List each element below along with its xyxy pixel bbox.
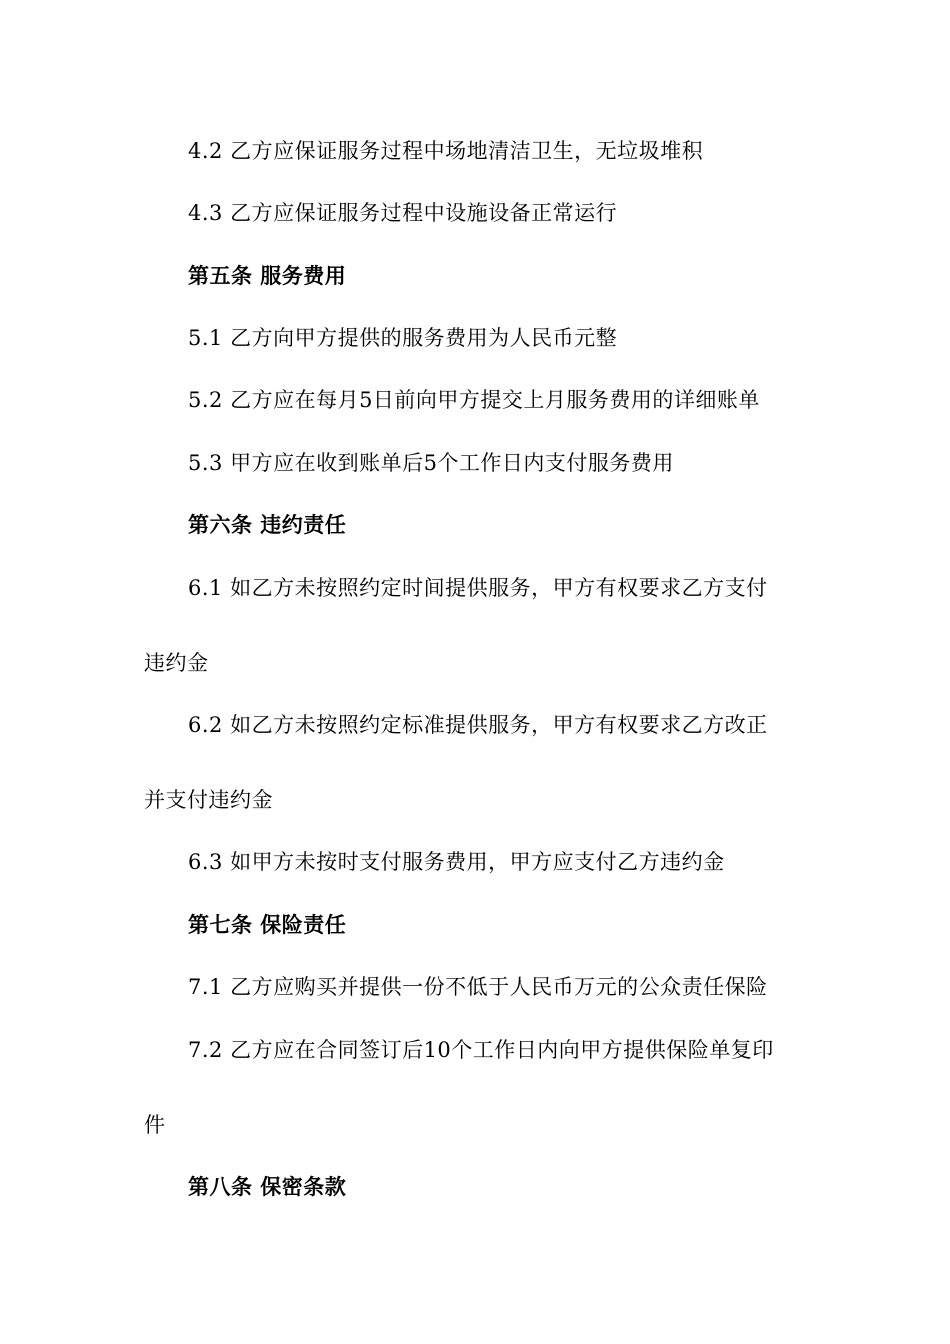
article-8-heading: 第八条 保密条款	[188, 1175, 347, 1199]
clause-6-1: 6.1 如乙方未按照约定时间提供服务，甲方有权要求乙方支付	[188, 576, 768, 600]
clause-6-2: 6.2 如乙方未按照约定标准提供服务，甲方有权要求乙方改正	[188, 713, 768, 737]
clause-4-3: 4.3 乙方应保证服务过程中设施设备正常运行	[188, 201, 618, 225]
clause-5-1: 5.1 乙方向甲方提供的服务费用为人民币元整	[188, 326, 618, 350]
clause-6-1-continued: 违约金	[144, 651, 209, 675]
clause-4-2: 4.2 乙方应保证服务过程中场地清洁卫生，无垃圾堆积	[188, 139, 704, 163]
clause-7-2: 7.2 乙方应在合同签订后10个工作日内向甲方提供保险单复印	[188, 1038, 774, 1062]
clause-5-2: 5.2 乙方应在每月5日前向甲方提交上月服务费用的详细账单	[188, 388, 760, 412]
article-5-heading: 第五条 服务费用	[188, 264, 347, 288]
clause-7-1: 7.1 乙方应购买并提供一份不低于人民币万元的公众责任保险	[188, 975, 768, 999]
clause-6-3: 6.3 如甲方未按时支付服务费用，甲方应支付乙方违约金	[188, 850, 725, 874]
article-7-heading: 第七条 保险责任	[188, 913, 347, 937]
clause-6-2-continued: 并支付违约金	[144, 788, 273, 812]
clause-5-3: 5.3 甲方应在收到账单后5个工作日内支付服务费用	[188, 451, 674, 475]
article-6-heading: 第六条 违约责任	[188, 513, 347, 537]
clause-7-2-continued: 件	[144, 1113, 166, 1137]
